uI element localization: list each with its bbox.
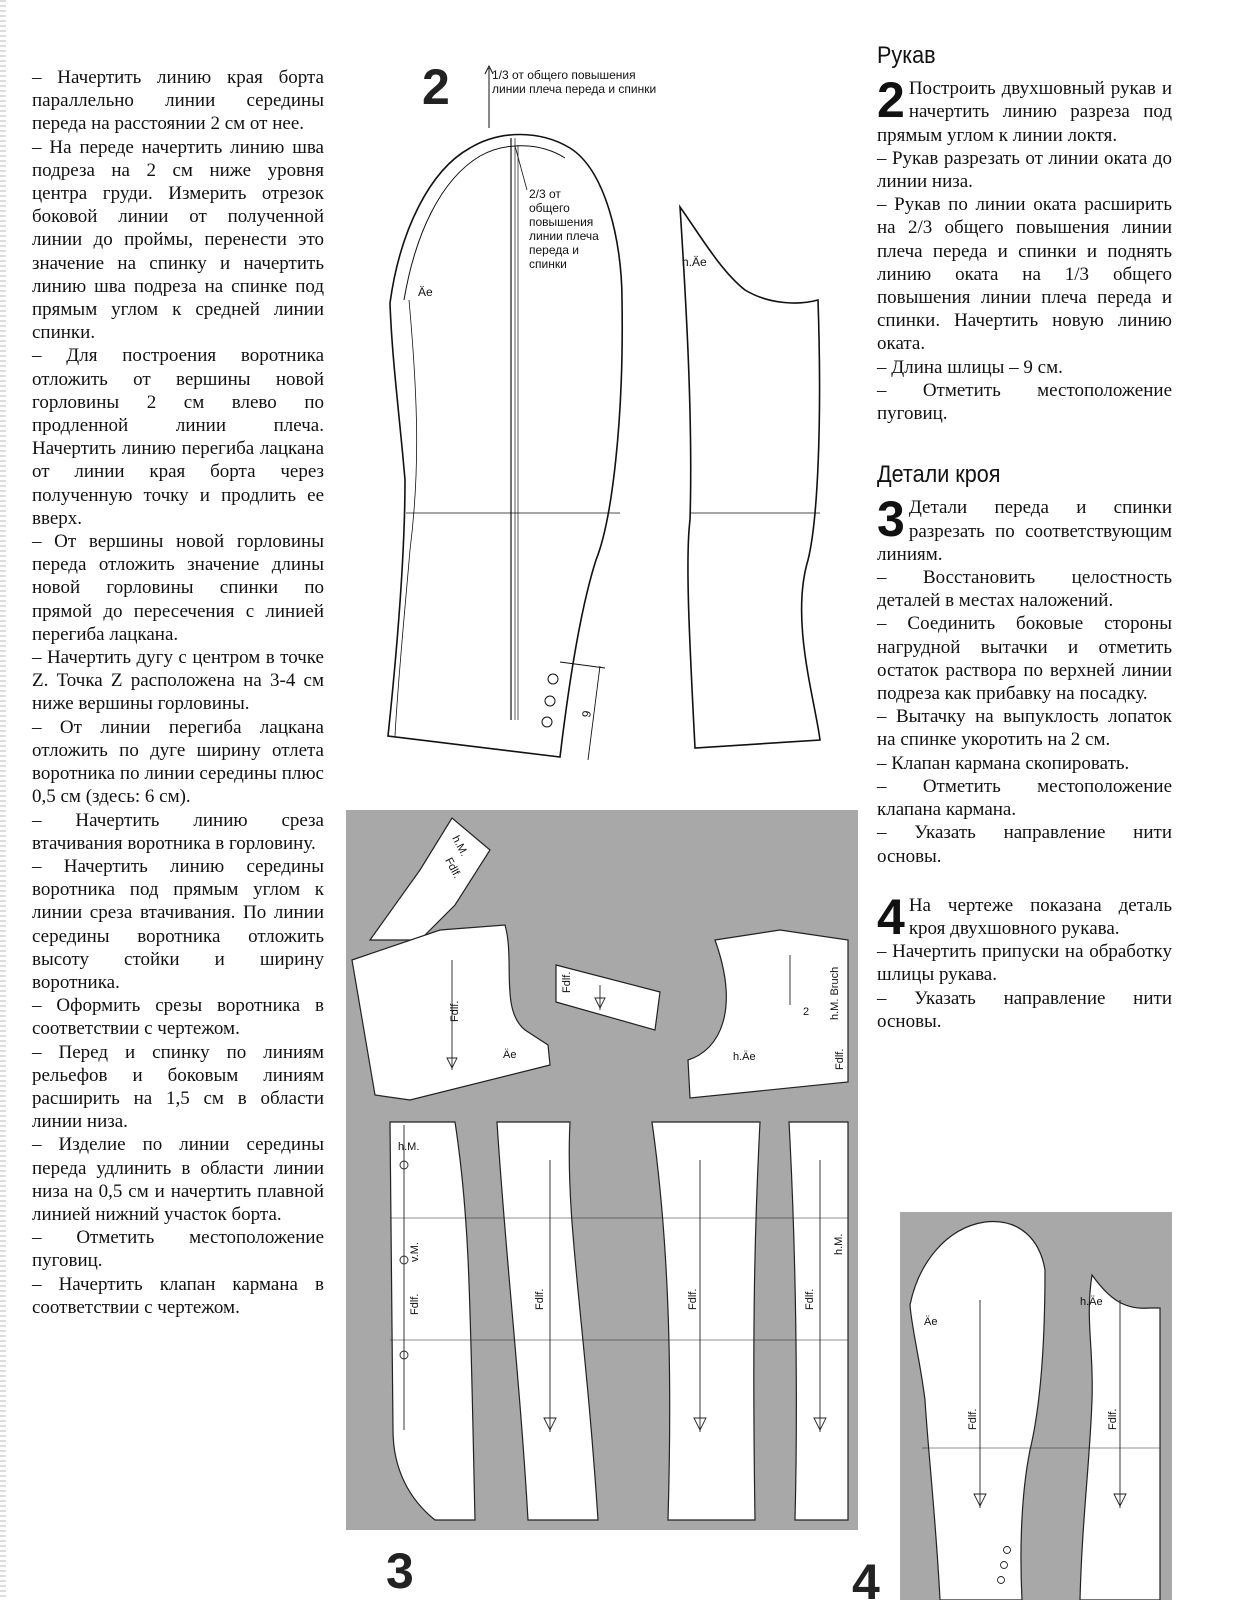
figure-2-sleeve-drawing: [388, 66, 820, 760]
step-number: 2: [877, 72, 905, 129]
step-number: 4: [877, 888, 905, 945]
para: – Указать направление нити основы.: [877, 822, 1172, 867]
para: – Начертить линию середины воротника под прямым углом к линии среза втачивания. По линии середины воротника отложить высоту стойки и ширину воротника.: [32, 855, 324, 993]
step-2-text: 2 Построить двухшовный рукав и начертить линию разреза под прямым углом к линии локтя.: [877, 72, 1172, 146]
svg-text:Fdlf.: Fdlf.: [534, 1288, 546, 1310]
para: – Начертить линию среза втачивания воротника в горловину.: [32, 809, 324, 854]
figure-3-pattern-pieces: [346, 810, 858, 1530]
step-4-text: 4 На чертеже показана деталь кроя двухшовного рукава.: [877, 888, 1172, 945]
fig3-label-vm: v.M.: [409, 1242, 421, 1262]
para: – Клапан кармана скопировать.: [877, 752, 1130, 774]
fig3-label-hm: h.M.: [449, 833, 470, 859]
svg-text:Fdlf.: Fdlf.: [834, 1048, 846, 1070]
para: – Соединить боковые стороны нагрудной вытачки и отметить остаток раствора по верхней линии подреза как прибавку на посадку.: [877, 613, 1172, 705]
figure-4-sleeve-pieces: [900, 1212, 1172, 1600]
svg-text:Fdlf.: Fdlf.: [687, 1288, 699, 1310]
front-lower-piece: [390, 1122, 475, 1520]
para: – От вершины новой горловины переда отложить значение длины новой горловины спинки по прямой до пересечения с линией перегиба лацкана.: [32, 531, 324, 645]
fig2-label-ae: Äe: [418, 285, 433, 299]
svg-text:Fdlf.: Fdlf.: [804, 1288, 816, 1310]
svg-text:Fdlf.: Fdlf.: [449, 1000, 461, 1022]
para: – На переде начертить линию шва подреза на 2 см ниже уровня центра груди. Измерить отрезок боковой линии от полученной линии до проймы, перенести это значение на спинку и начертить линию шва подреза на спинке под прямым углом к средней линии спинки.: [32, 136, 324, 344]
svg-text:переда и: переда и: [529, 243, 579, 257]
step-number: 3: [877, 491, 905, 548]
fig3-label-ae: Äe: [503, 1049, 517, 1061]
back-lower-piece: [789, 1122, 848, 1520]
svg-text:2/3 от: 2/3 от: [529, 187, 561, 201]
figure-3-number: 3: [386, 1543, 414, 1599]
para: – Отметить местоположение пуговиц.: [32, 1227, 324, 1272]
svg-text:общего: общего: [529, 201, 570, 215]
fig2-slit-length: 9: [579, 709, 595, 719]
figure-4-number: 4: [852, 1554, 880, 1610]
para: – Начертить дугу с центром в точке Z. Точка Z расположена на 3-4 см ниже вершины горловины.: [32, 647, 324, 715]
svg-text:Fdlf.: Fdlf.: [561, 971, 573, 993]
section-title-details: Детали кроя: [877, 461, 1001, 489]
svg-text:линии плеча: линии плеча: [529, 229, 599, 243]
fig3-label-hm-bruch: h.M. Bruch: [829, 966, 841, 1020]
svg-text:спинки: спинки: [529, 257, 567, 271]
para: – Изделие по линии середины переда удлинить в области линии низа на 0,5 см и начертить плавной линией нижний участок борта.: [32, 1134, 324, 1225]
svg-text:Fdlf.: Fdlf.: [1107, 1408, 1119, 1430]
para: – От линии перегиба лацкана отложить по дуге ширину отлета воротника по линии середины плюс 0,5 см (здесь: 6 см).: [32, 716, 324, 808]
para: – Отметить местоположение клапана кармана.: [877, 775, 1172, 821]
para: – Рукав разрезать от линии оката до линии низа.: [877, 147, 1172, 193]
fig4-label-ae: Äe: [924, 1316, 938, 1328]
para: – Длина шлицы – 9 см.: [877, 356, 1063, 378]
para: – Начертить клапан кармана в соответствии с чертежом.: [32, 1273, 324, 1318]
para: – Рукав по линии оката расширить на 2/3 общего повышения линии плеча переда и спинки и поднять линию оката на 1/3 общего повышения линии плеча переда и спинки. Начертить новую линию оката.: [877, 194, 1172, 355]
para: – Восстановить целостность деталей в местах наложений.: [877, 567, 1172, 612]
para: – Указать направление нити основы.: [877, 987, 1172, 1032]
para: – Вытачку на выпуклость лопаток на спинке укоротить на 2 см.: [877, 706, 1172, 751]
fig3-dart-2: 2: [803, 1006, 810, 1018]
svg-text:Fdlf.: Fdlf.: [442, 855, 463, 881]
section-title-sleeve: Рукав: [877, 42, 936, 69]
svg-text:Fdlf.: Fdlf.: [409, 1293, 421, 1315]
fig4-label-hae: h.Äe: [1080, 1296, 1103, 1308]
svg-text:h.M.: h.M.: [833, 1233, 845, 1255]
figure-2-number: 2: [422, 59, 450, 115]
para: – Перед и спинку по линиям рельефов и боковым линиям расширить на 1,5 см в области линии низа.: [32, 1041, 324, 1133]
fig2-note-2: линии плеча переда и спинки: [492, 82, 657, 96]
para: – Оформить срезы воротника в соответствии с чертежом.: [32, 995, 324, 1040]
para: – Для построения воротника отложить от вершины новой горловины 2 см влево по продленной линии плеча. Начертить линию перегиба лацкана от линии края борта через полученную точку и продлить ее вверх.: [32, 345, 324, 529]
svg-text:Fdlf.: Fdlf.: [967, 1408, 979, 1430]
fig2-label-hae: h.Äe: [682, 255, 707, 269]
para: – Отметить местоположение пуговиц.: [877, 379, 1172, 425]
fig3-label-hae: h.Äe: [733, 1051, 756, 1063]
fig2-note-1: 1/3 от общего повышения: [492, 68, 636, 82]
svg-text:h.M.: h.M.: [398, 1141, 420, 1153]
para: – Начертить припуски на обработку шлицы рукава.: [877, 941, 1172, 986]
svg-text:повышения: повышения: [529, 215, 594, 229]
step-3-text: 3 Детали переда и спинки разрезать по соответствующим линиям.: [877, 491, 1172, 565]
para: – Начертить линию края борта параллельно линии середины переда на расстоянии 2 см от нее.: [32, 67, 324, 135]
